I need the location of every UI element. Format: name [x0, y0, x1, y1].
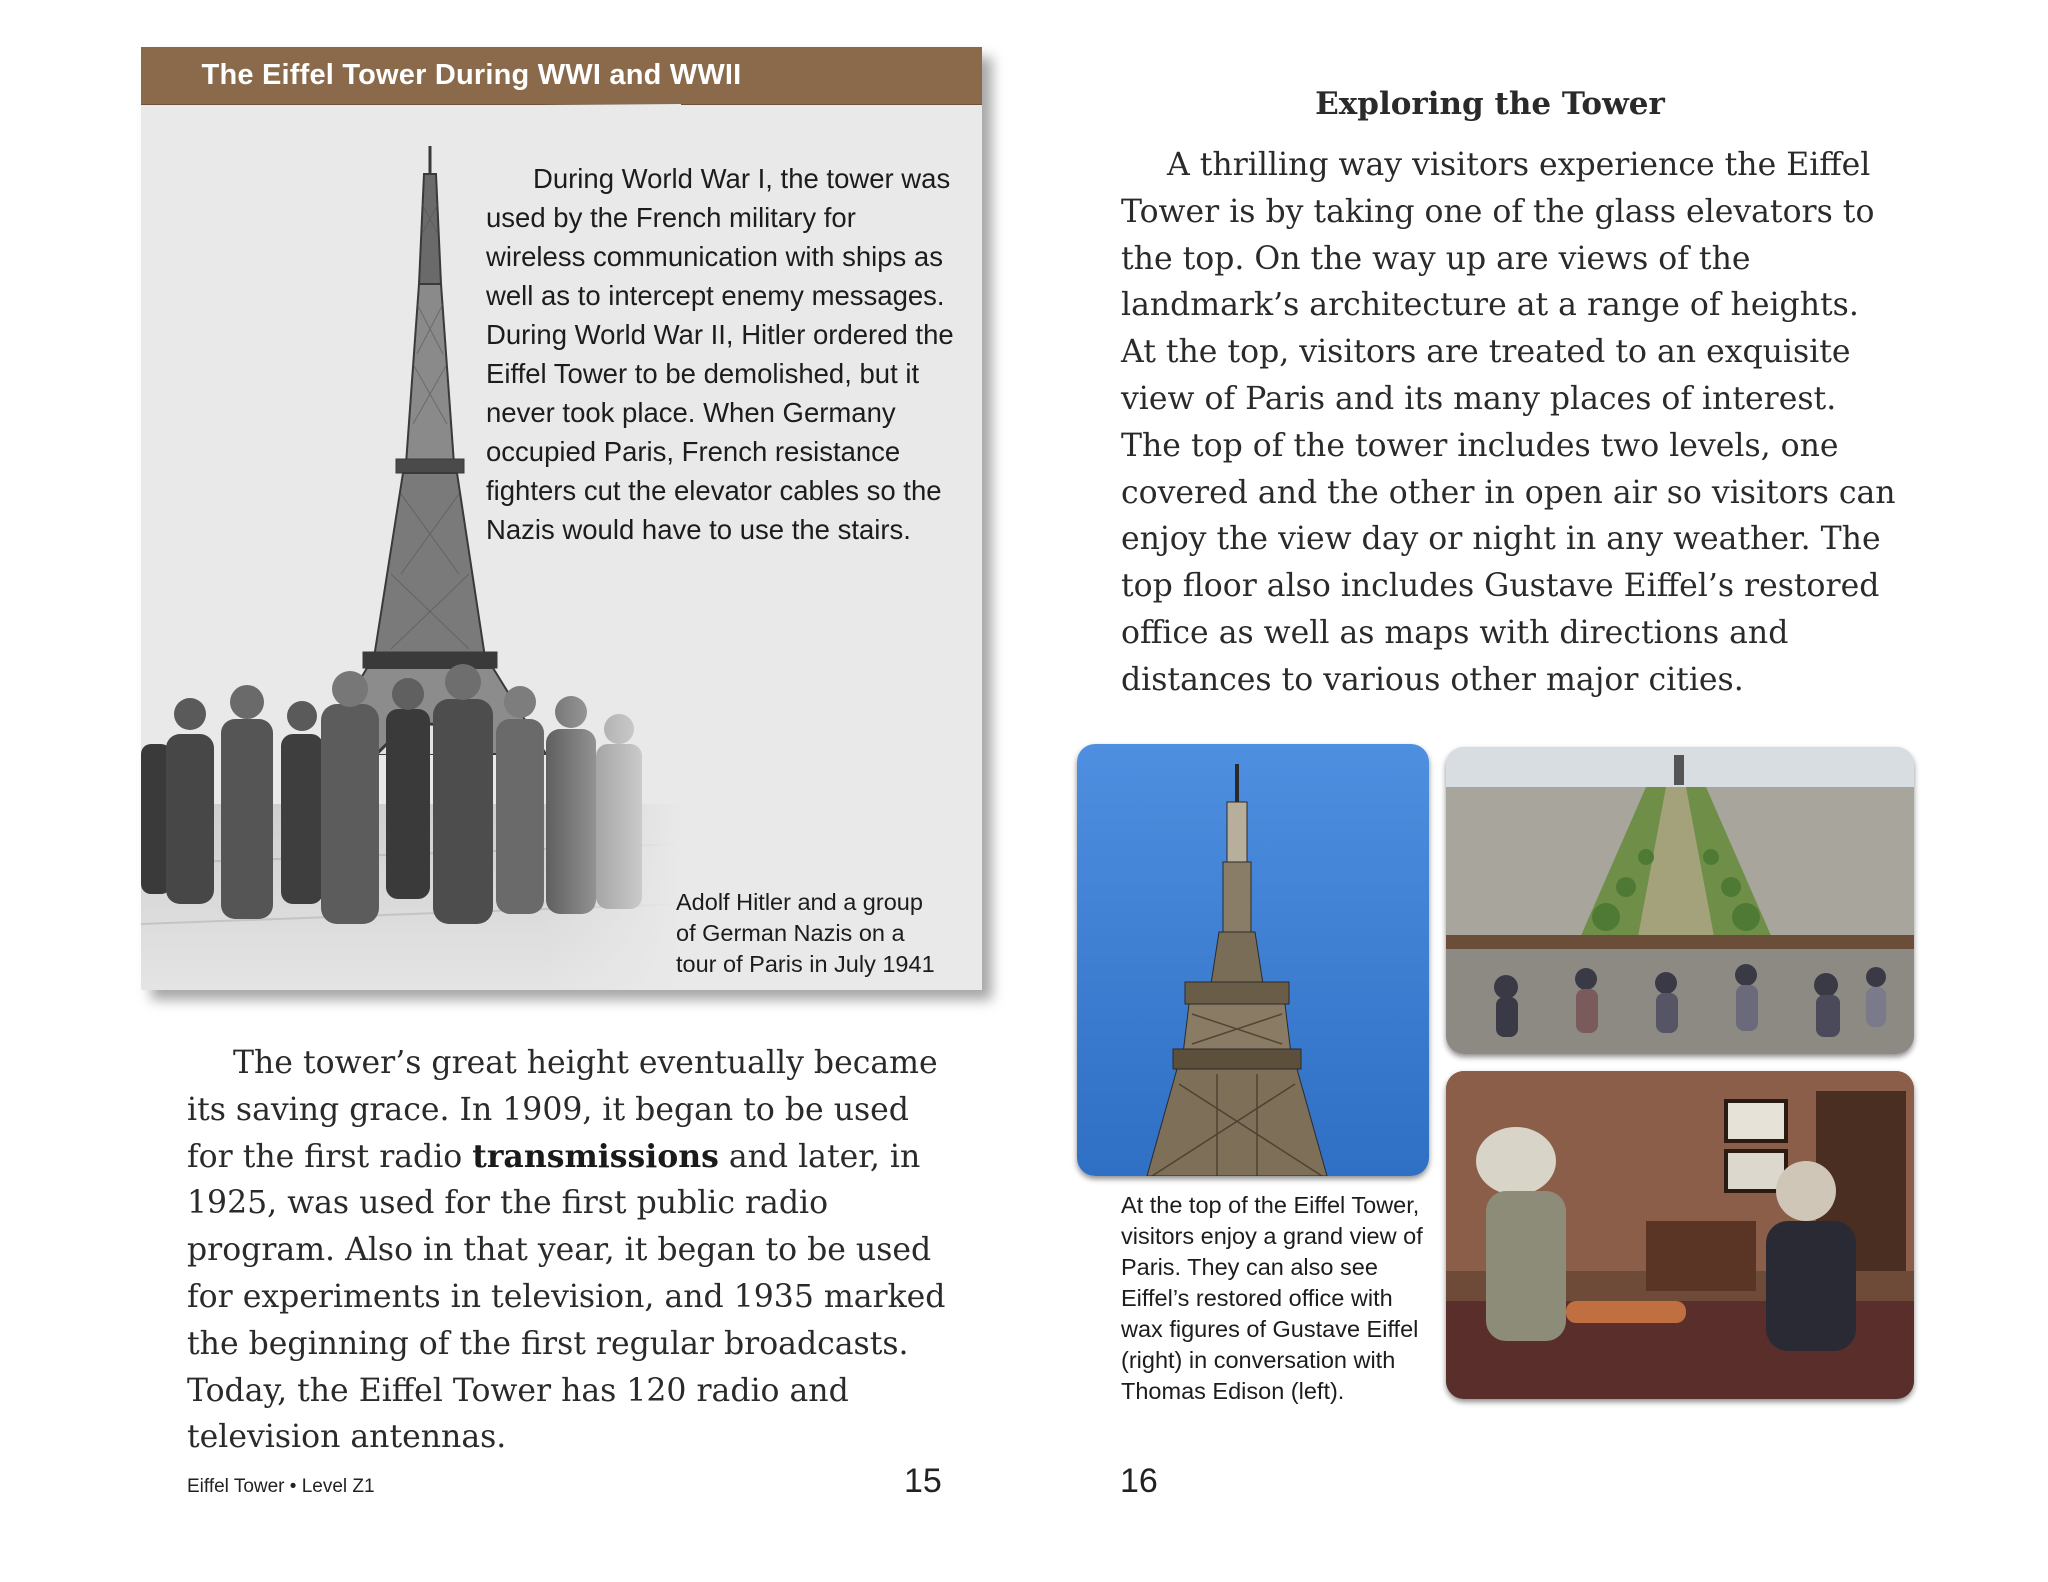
glossary-term: transmissions — [472, 1137, 719, 1175]
page-number-right: 16 — [1120, 1462, 1158, 1500]
caption-line: (right) in conversation with — [1121, 1347, 1396, 1373]
caption-line: At the top of the Eiffel Tower, — [1121, 1192, 1420, 1218]
caption-line: Adolf Hitler and a group — [676, 889, 923, 915]
sidebar-photo-caption — [676, 887, 976, 980]
left-page-paragraph: The tower’s great height eventually became its saving grace. In 1909, it began to be used for the first radio transmissions and later, in 1925, was used for the first public radio program. Also in that year, it began to be used for experiments in television, and 1935 marked the beginning of the first regular broadcasts. Today, the Eiffel Tower has 120 radio and television antennas. — [187, 1045, 946, 1456]
sidebar-box — [141, 47, 982, 990]
book-footer: Eiffel Tower • Level Z1 — [187, 1476, 375, 1497]
right-photo-caption — [1121, 1190, 1441, 1407]
photo-view-of-paris — [1446, 747, 1914, 1054]
section-heading: Exploring the Tower — [1315, 86, 1665, 122]
caption-line: tour of Paris in July 1941 — [676, 951, 935, 977]
right-page-paragraph: A thrilling way visitors experience the Eiffel Tower is by taking one of the glass elevators to the top. On the way up are views of the landmark’s architecture at a range of heights. At the top, visitors are treated to an exquisite view of Paris and its many places of interest. The top of the tower includes two levels, one covered and the other in open air so visitors can enjoy the view day or night in any weather. The top floor also includes Gustave Eiffel’s restored office as well as maps with directions and distances to various other major cities. — [1121, 147, 1896, 698]
caption-line: visitors enjoy a grand view of — [1121, 1223, 1423, 1249]
sidebar-text: During World War I, the tower was used by the French military for wireless communication with ships as well as to intercept enemy messages. During World War II, Hitler ordered the Eiffel Tower to be demolished, but it never took place. When Germany occupied Paris, French resistance fighters cut the elevator cables so the Nazis would have to use the stairs. — [486, 163, 954, 545]
caption-line: Thomas Edison (left). — [1121, 1378, 1345, 1404]
caption-line: wax figures of Gustave Eiffel — [1121, 1316, 1419, 1342]
caption-line: Paris. They can also see — [1121, 1254, 1378, 1280]
caption-line: Eiffel’s restored office with — [1121, 1285, 1393, 1311]
page-number-left: 15 — [904, 1462, 942, 1500]
photo-eiffel-office — [1446, 1071, 1914, 1399]
photo-tower-spire — [1077, 744, 1429, 1176]
caption-line: of German Nazis on a — [676, 920, 905, 946]
sidebar-title: The Eiffel Tower During WWI and WWII — [141, 47, 982, 105]
